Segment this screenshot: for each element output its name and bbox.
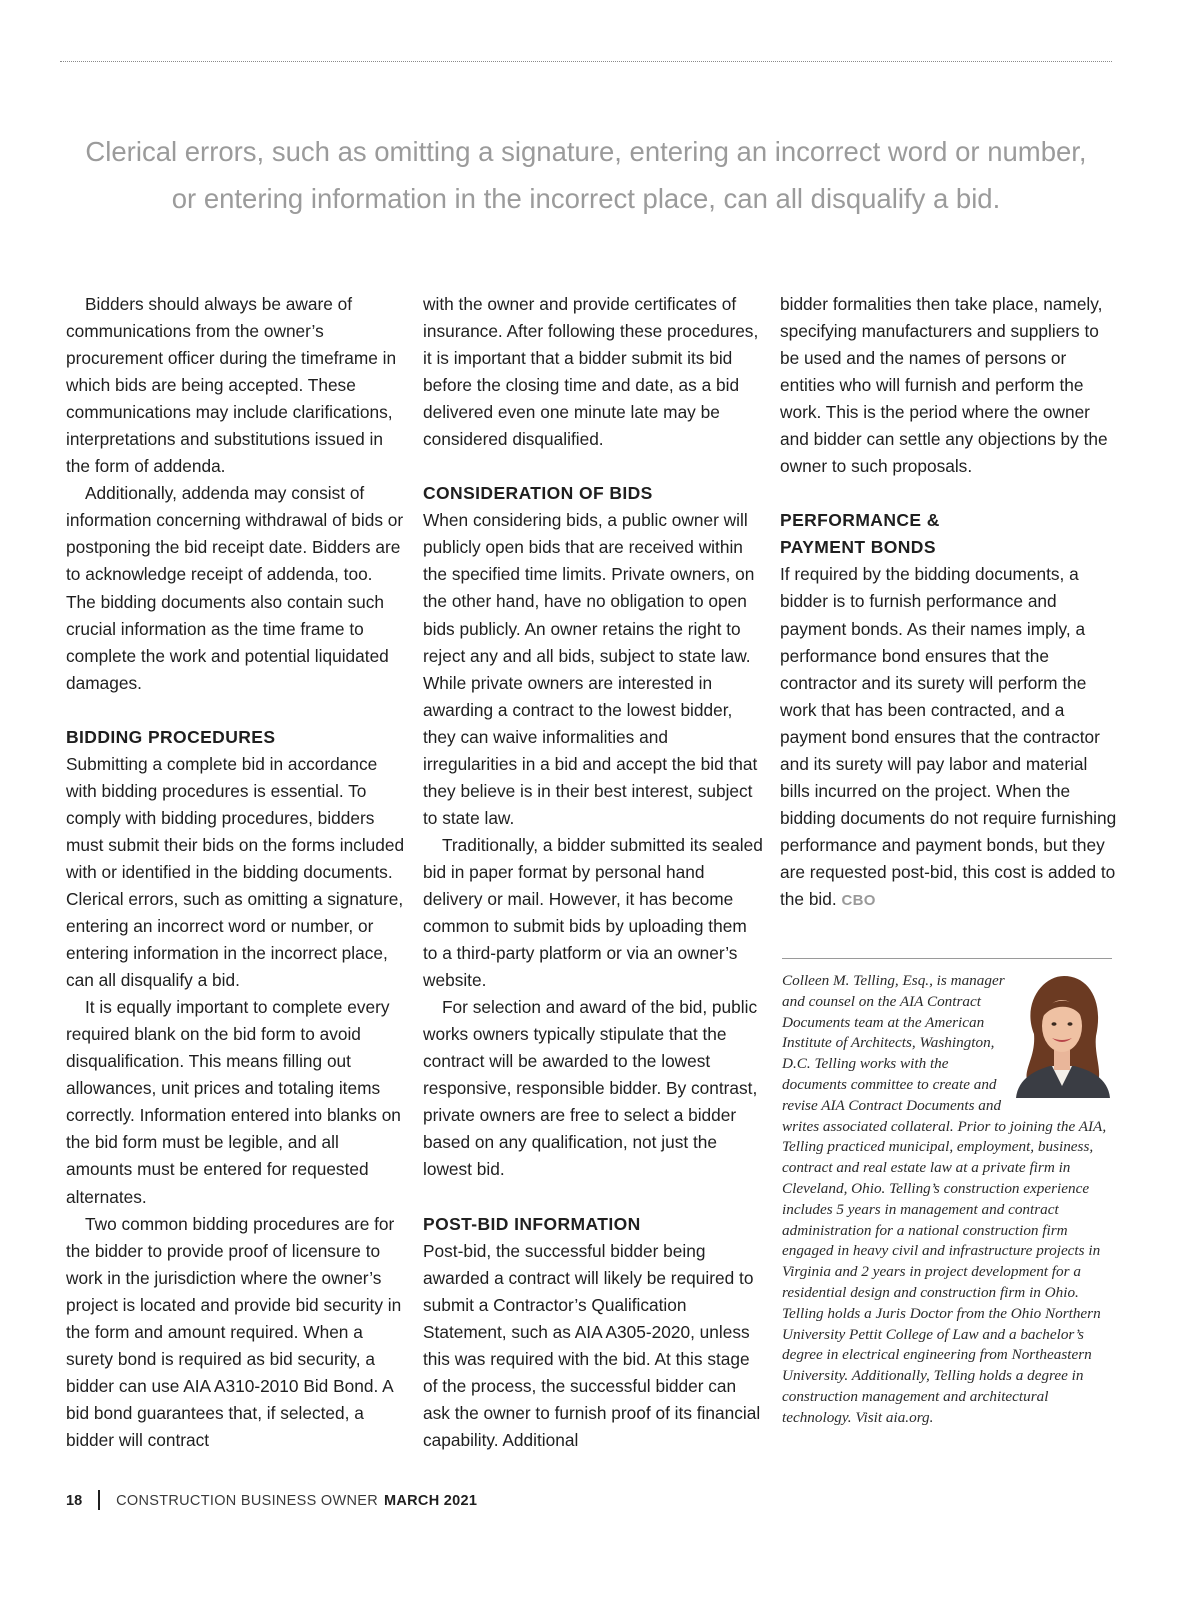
article-column-1	[66, 291, 406, 1454]
pull-quote-line-1: Clerical errors, such as omitting a signature, entering an incorrect word or number,	[85, 136, 1087, 167]
publication-name: CONSTRUCTION BUSINESS OWNER	[116, 1493, 379, 1509]
paragraph: When considering bids, a public owner will publicly open bids that are received within the specified time limits. Private owners, on the other hand, have no obligation to open bids publicly. An owner retains the right to reject any and all bids, subject to state law. While private owners are interested in awarding a contract to the lowest bidder, they can waive informalities and irregularities in a bid and accept the bid that they believe is in their best interest, subject to state law.	[423, 510, 758, 828]
section-heading-bidding-procedures: BIDDING PROCEDURES	[66, 726, 276, 747]
paragraph: Post-bid, the successful bidder being awarded a contract will likely be required to submit a Contractor’s Qualification Statement, such as AIA A305-2020, unless this was required with the bid. At this stage of the process, the successful bidder can ask the owner to furnish proof of its financial capability. Additional	[423, 1240, 761, 1450]
end-mark-cbo: CBO	[841, 891, 876, 909]
paragraph: Traditionally, a bidder submitted its sealed bid in paper format by personal hand delivery or mail. However, it has become common to submit bids by uploading them to a third-party platform or via an owner’s website.	[423, 834, 763, 991]
section-heading-post-bid-information: POST-BID INFORMATION	[423, 1213, 641, 1234]
bio-divider	[782, 958, 1112, 959]
paragraph: It is equally important to complete every required blank on the bid form to avoid disqualification. This means filling out allowances, unit prices and totaling items correctly. Information entered into blanks on the bid form must be legible, and all amounts must be entered for requested alternates.	[66, 997, 401, 1207]
paragraph: with the owner and provide certificates of insurance. After following these procedures, it is important that a bidder submit its bid before the closing time and date, as a bid delivered even one minute late may be considered disqualified.	[423, 294, 759, 450]
pull-quote-line-2: or entering information in the incorrect place, can all disqualify a bid.	[171, 183, 1001, 214]
top-divider	[60, 61, 1112, 62]
page-number: 18	[66, 1493, 83, 1509]
paragraph: bidder formalities then take place, namely, specifying manufacturers and suppliers to be used and the names of persons or entities who will furnish and perform the work. This is the period where the owner and bidder can settle any objections by the owner to such proposals.	[780, 294, 1108, 477]
bio-text: Colleen M. Telling, Esq., is manager and counsel on the AIA Contract Documents team at the American Institute of Architects, Washington, D.C. Telling works with the documents committee to create and revise AIA Contract Documents and writes associated collateral. Prior to joining the AIA, Telling practiced municipal, employment, business, contract and real estate law at a private firm in Cleveland, Ohio. Telling’s construction experience includes 5 years in management and contract administration for a national construction firm engaged in heavy civil and infrastructure projects in Virginia and 2 years in project development for a residential design and construction firm in Ohio. Telling holds a Juris Doctor from the Ohio Northern University Pettit College of Law and a bachelor’s degree in electrical engineering from Northeastern University. Additionally, Telling holds a degree in construction management and architectural technology. Visit aia.org.	[782, 972, 1107, 1426]
paragraph: Additionally, addenda may consist of information concerning withdrawal of bids or postponing the bid receipt date. Bidders are to acknowledge receipt of addenda, too. The bidding documents also contain such crucial information as the time frame to complete the work and potential liquidated damages.	[66, 483, 404, 693]
paragraph: Submitting a complete bid in accordance with bidding procedures is essential. To comply with bidding procedures, bidders must submit their bids on the forms included with or identified in the bidding documents. Clerical errors, such as omitting a signature, entering an incorrect word or number, or entering information in the incorrect place, can all disqualify a bid.	[66, 753, 405, 991]
paragraph: If required by the bidding documents, a bidder is to furnish performance and payment bonds. As their names imply, a performance bond ensures that the contractor and its surety will perform the work that has been contracted, and a payment bond ensures that the contractor and its surety will pay labor and material bills incurred on the project. When the bidding documents do not require furnishing performance and payment bonds, but they are requested post-bid, this cost is added to the bid.	[780, 564, 1117, 909]
author-bio	[782, 971, 1112, 1429]
article-column-3	[780, 291, 1120, 914]
pull-quote	[60, 128, 1112, 222]
paragraph: For selection and award of the bid, public works owners typically stipulate that the contract will be awarded to the lowest responsive, responsible bidder. By contrast, private owners are free to select a bidder based on any qualification, not just the lowest bid.	[423, 997, 758, 1180]
paragraph: Bidders should always be aware of communications from the owner’s procurement officer during the timeframe in which bids are being accepted. These communications may include clarifications, interpretations and substitutions issued in the form of addenda.	[66, 294, 397, 477]
paragraph-with-end-mark	[780, 561, 1120, 914]
issue-date: MARCH 2021	[384, 1493, 478, 1509]
page-footer	[66, 1490, 477, 1511]
section-heading-performance-payment-bonds: PERFORMANCE & PAYMENT BONDS	[780, 510, 940, 558]
author-photo	[1012, 974, 1112, 1098]
section-heading-consideration-of-bids: CONSIDERATION OF BIDS	[423, 483, 653, 504]
paragraph: Two common bidding procedures are for the bidder to provide proof of licensure to work in the jurisdiction where the owner’s project is located and provide bid security in the form and amount required. When a surety bond is required as bid security, a bidder can use AIA A310-2010 Bid Bond. A bid bond guarantees that, if selected, a bidder will contract	[66, 1213, 402, 1450]
footer-separator	[98, 1490, 100, 1510]
author-portrait-image	[1012, 974, 1112, 1098]
article-column-2	[423, 291, 763, 1454]
